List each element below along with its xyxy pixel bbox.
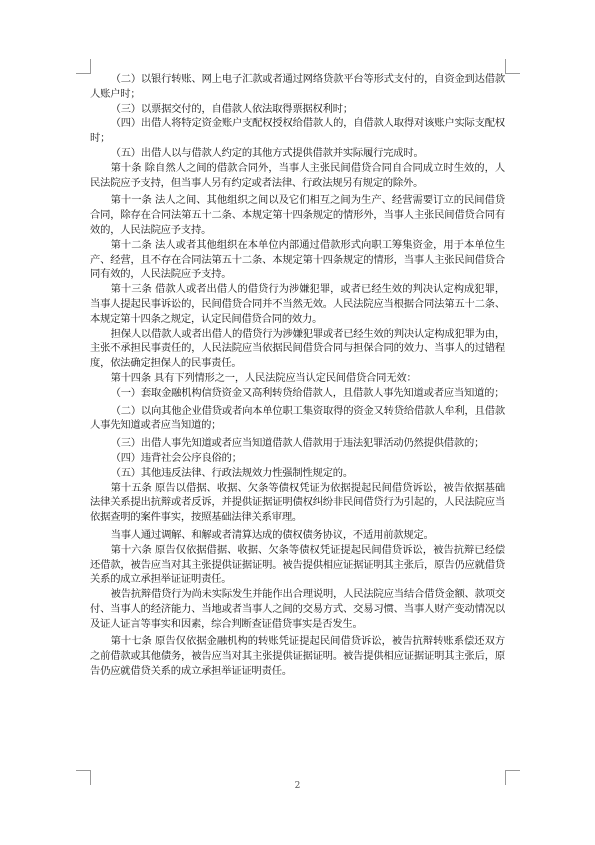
paragraph: （一）套取金融机构信贷资金又高利转贷给借款人，且借款人事先知道或者应当知道的； (110, 386, 505, 399)
paragraph: 担保人以借款人或者出借人的借贷行为涉嫌犯罪或者已经生效的判决认定构成犯罪为由，主张不承担民事责任的，人民法院应当依据民间借贷合同与担保合同的效力、当事人的过错程度，依法确定担保人的民事责任。 (90, 327, 505, 370)
paragraph: 被告抗辩借贷行为尚未实际发生并能作出合理说明，人民法院应当结合借贷金额、款项交付、当事人的经济能力、当地或者当事人之间的交易方式、交易习惯、当事人财产变动情况以及证人证言等事实和因素，综合判断查证借贷事实是否发生。 (90, 588, 505, 630)
paragraph: 第十七条 原告仅依据金融机构的转账凭证提起民间借贷诉讼，被告抗辩转账系偿还双方之前借款或其他债务，被告应当对其主张提供证据证明。被告提供相应证据证明其主张后，原告仍应就借贷关系的成立承担举证证明责任。 (90, 635, 505, 678)
page-number: 2 (294, 781, 301, 791)
paragraph: 第十条 除自然人之间的借款合同外，当事人主张民间借贷合同自合同成立时生效的，人民法院应予支持，但当事人另有约定或者法律、行政法规另有规定的除外。 (90, 161, 505, 189)
paragraph: （二）以向其他企业借贷或者向本单位职工集资取得的资金又转贷给借款人牟利，且借款人事先知道或者应当知道的； (90, 404, 505, 432)
paragraph: 当事人通过调解、和解或者清算达成的债权债务协议，不适用前款规定。 (110, 528, 434, 541)
paragraph: 第十一条 法人之间、其他组织之间以及它们相互之间为生产、经营需要订立的民间借贷合同，除存在合同法第五十二条、本规定第十四条规定的情形外，当事人主张民间借贷合同有效的，人民法院应予支持。 (90, 194, 505, 236)
paragraph: 第十二条 法人或者其他组织在本单位内部通过借款形式向职工筹集资金，用于本单位生产、经营，且不存在合同法第五十二条、本规定第十四条规定的情形，当事人主张民间借贷合同有效的，人民法院应予支持。 (90, 238, 505, 281)
crop-mark-top-left (76, 59, 91, 74)
paragraph: 第十六条 原告仅依据借据、收据、欠条等债权凭证提起民间借贷诉讼，被告抗辩已经偿还借款，被告应当对其主张提供证据证明。被告提供相应证据证明其主张后，原告仍应就借贷关系的成立承担举证证明责任。 (90, 543, 505, 586)
paragraph: （五）出借人以与借款人约定的其他方式提供借款并实际履行完成时。 (110, 146, 424, 159)
paragraph: 第十四条 具有下列情形之一，人民法院应当认定民间借贷合同无效： (110, 371, 417, 384)
crop-mark-top-right (505, 59, 520, 74)
paragraph: （四）违背社会公序良俗的； (110, 451, 242, 464)
paragraph: 第十五条 原告以借据、收据、欠条等债权凭证为依据提起民间借贷诉讼，被告依据基础法律关系提出抗辩或者反诉，并提供证据证明债权纠纷非民间借贷行为引起的，人民法院应当依据查明的案件事实，按照基础法律关系审理。 (90, 481, 505, 524)
paragraph: （五）其他违反法律、行政法规效力性强制性规定的。 (110, 466, 353, 479)
paragraph: （二）以银行转账、网上电子汇款或者通过网络贷款平台等形式支付的，自资金到达借款人账户时； (90, 73, 505, 100)
paragraph: （三）以票据交付的，自借款人依法取得票据权利时； (110, 102, 353, 115)
paragraph: （三）出借人事先知道或者应当知道借款人借款用于违法犯罪活动仍然提供借款的； (110, 437, 485, 450)
paragraph: （四）出借人将特定资金账户支配权授权给借款人的，自借款人取得对该账户实际支配权时； (90, 117, 505, 145)
paragraph: 第十三条 借款人或者出借人的借贷行为涉嫌犯罪，或者已经生效的判决认定构成犯罪，当事人提起民事诉讼的，民间借贷合同并不当然无效。人民法院应当根据合同法第五十二条、本规定第十四条之规定，认定民间借贷合同的效力。 (90, 283, 505, 325)
document-body (90, 72, 505, 679)
